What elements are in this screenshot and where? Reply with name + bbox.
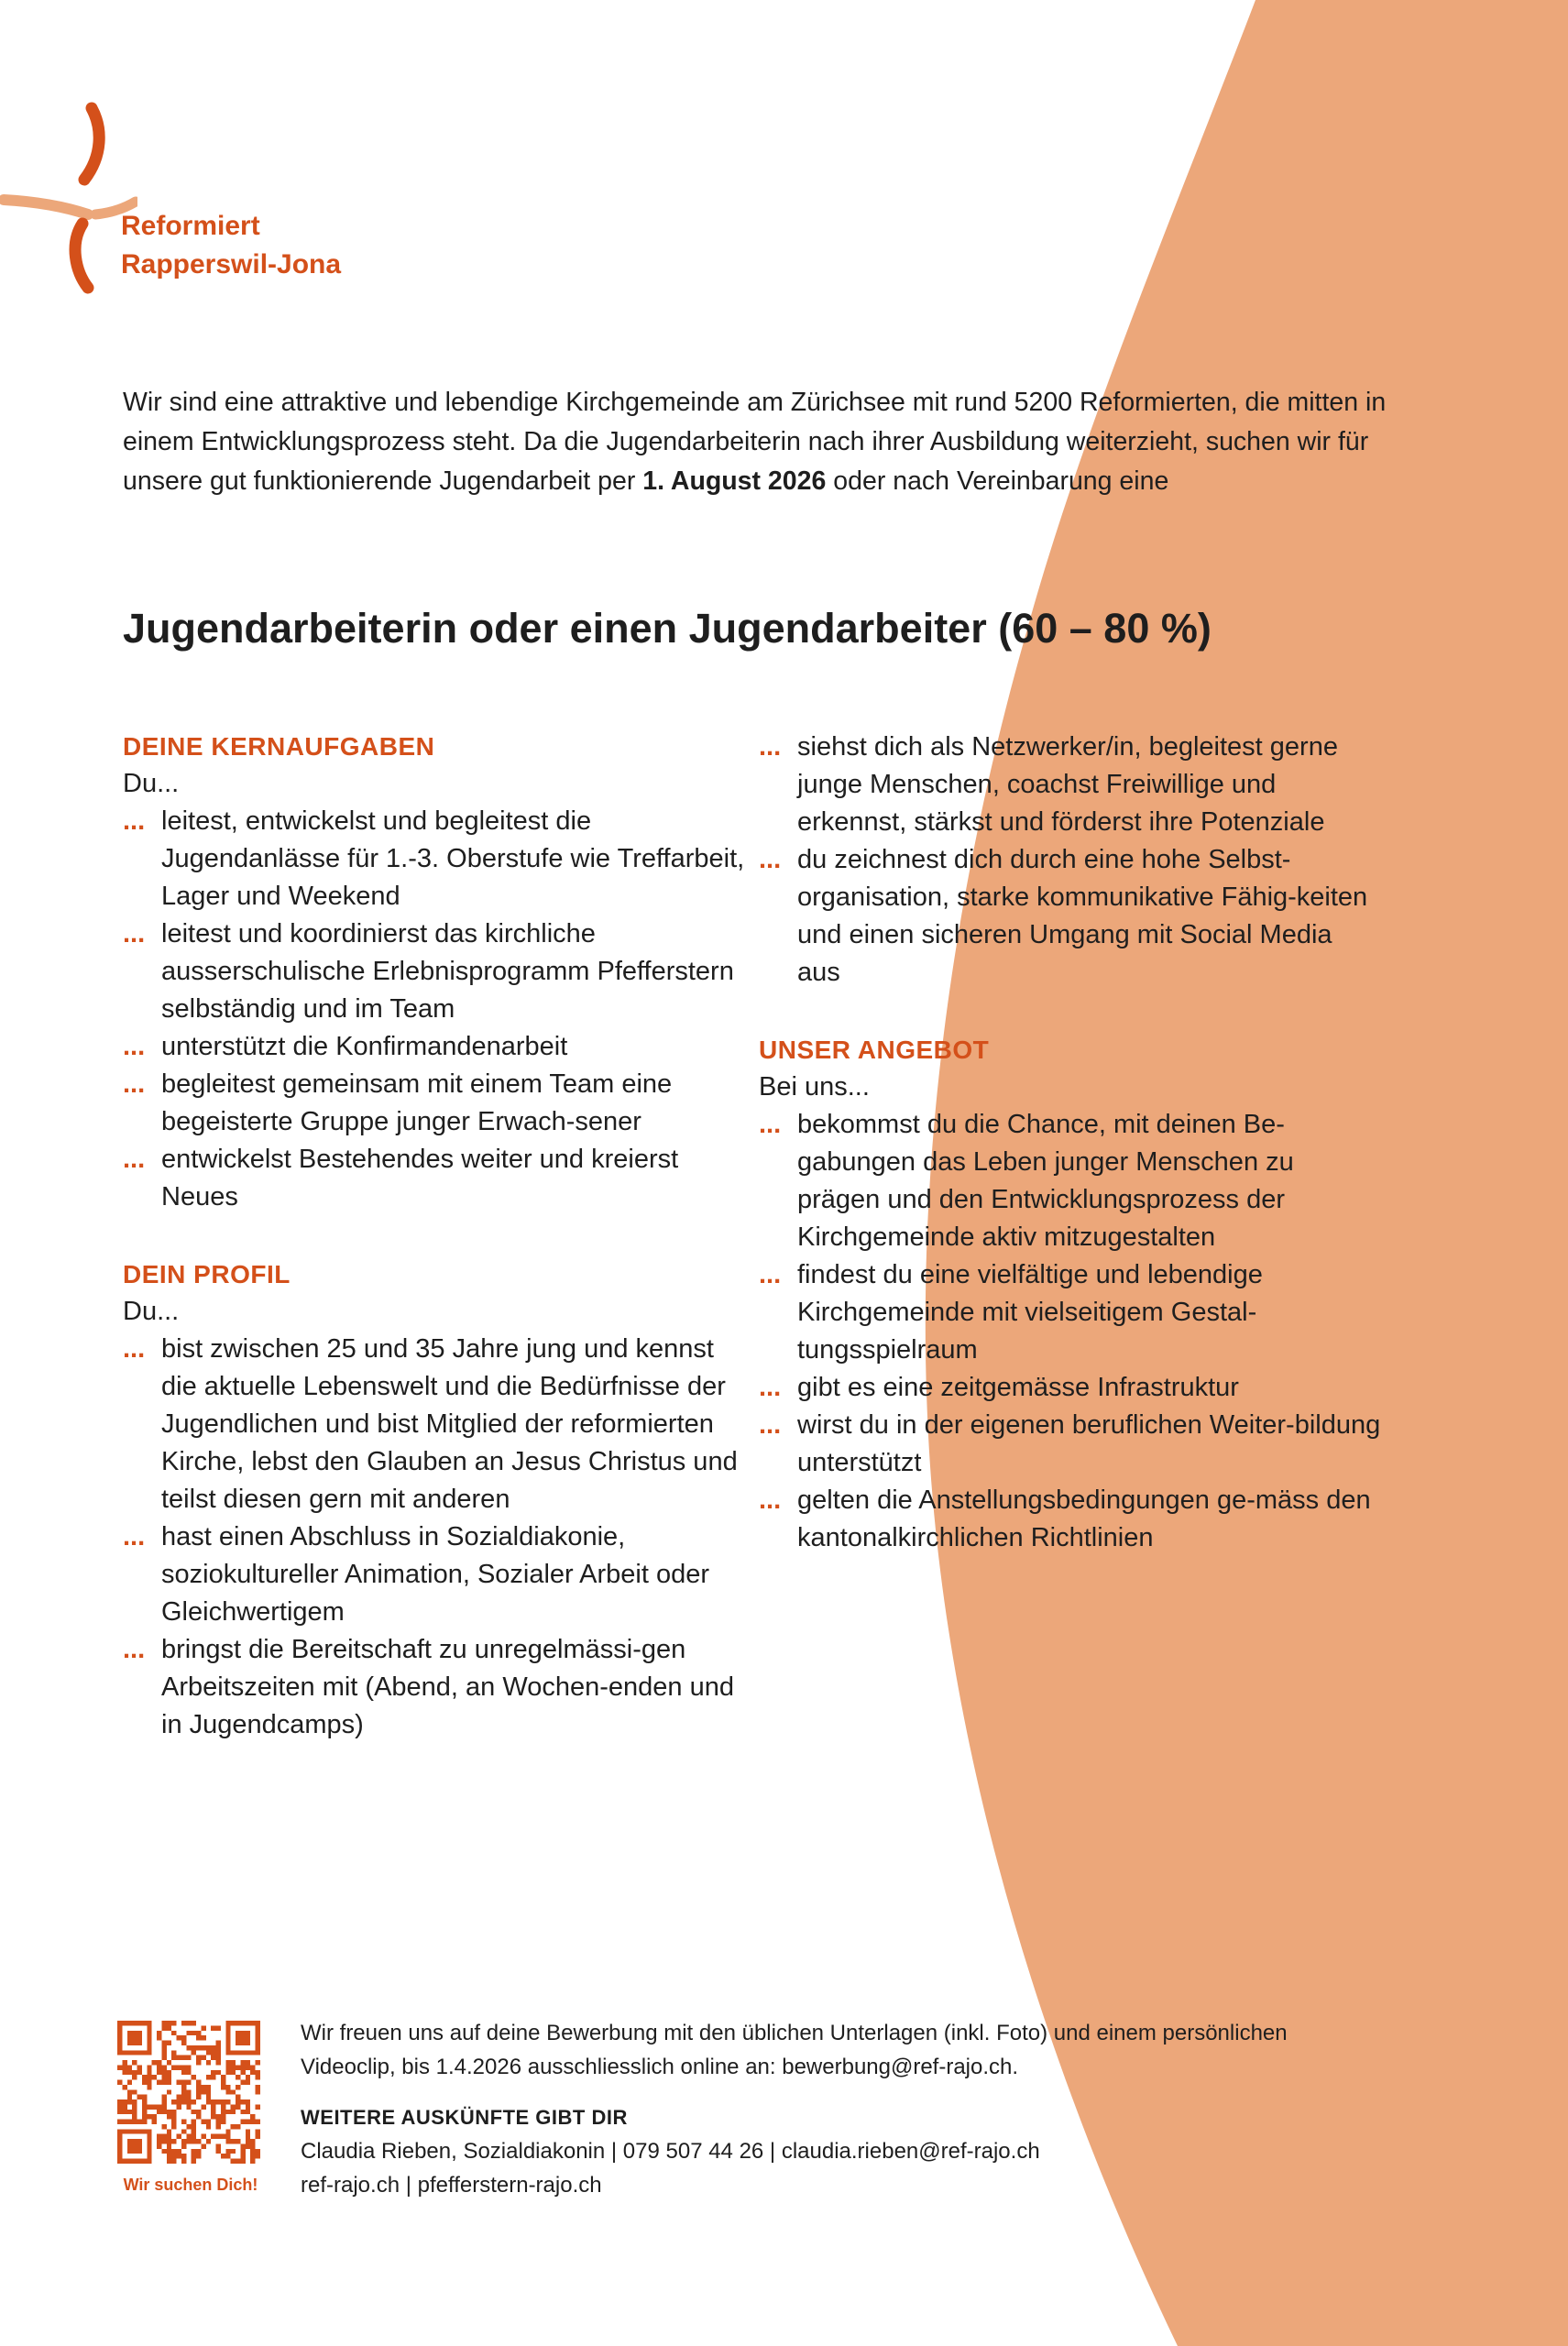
bullet-marker: ... (759, 1410, 782, 1440)
bullet-marker: ... (123, 1145, 146, 1174)
bullet-marker: ... (123, 1635, 146, 1664)
footer-info (301, 2016, 1309, 2202)
cross-flourish-icon (0, 101, 137, 298)
list-item (759, 1256, 1382, 1369)
bullet-marker: ... (123, 1069, 146, 1099)
list-item-text: hast einen Abschluss in Sozialdiakonie, soziokultureller Animation, Sozialer Arbeit oder Gleichwertigem (161, 1522, 710, 1627)
section-intro: Bei uns... (759, 1072, 870, 1102)
bullet-marker: ... (759, 732, 782, 762)
brand-name (121, 207, 341, 284)
list-item (123, 1066, 746, 1141)
list-item-text: findest du eine vielfältige und lebendige Kirchgemeinde mit vielseitigem Gestal-tungsspielraum (797, 1260, 1263, 1365)
qr-caption: Wir suchen Dich! (123, 2176, 258, 2194)
list-item-text: bringst die Bereitschaft zu unregelmässi-gen Arbeitszeiten mit (Abend, an Wochen-enden und in Jugendcamps) (161, 1635, 734, 1739)
start-date: 1. August 2026 (642, 466, 827, 496)
list-item (759, 1482, 1382, 1557)
job-title: Jugendarbeiterin oder einen Jugendarbeiter (60 – 80 %) (123, 605, 1212, 652)
intro-paragraph (123, 383, 1424, 501)
website-links: ref-rajo.ch | pfefferstern-rajo.ch (301, 2173, 602, 2198)
bullet-marker: ... (123, 1522, 146, 1551)
bullet-marker: ... (123, 919, 146, 948)
profil-list-continued (759, 729, 1382, 992)
application-text: Wir freuen uns auf deine Bewerbung mit den üblichen Unterlagen (inkl. Foto) und einem persönlichen Videoclip, bis 1.4.2026 ausschliesslich online an: bewerbung@ref-rajo.ch. (301, 2021, 1288, 2079)
list-item (123, 1028, 746, 1066)
kernaufgaben-list (123, 803, 746, 1216)
list-item-text: gibt es eine zeitgemässe Infrastruktur (797, 1373, 1239, 1402)
bullet-marker: ... (759, 845, 782, 874)
intro-text: Wir sind eine attraktive und lebendige Kirchgemeinde am Zürichsee mit rund 5200 Reformierten, die mitten in einem Entwicklungsprozess steht. Da die Jugendarbeiterin nach ihrer Ausbildung weiterzieht, suchen wir für unsere gut funktionierende Jugendarbeit per (123, 388, 1387, 496)
bullet-marker: ... (759, 1485, 782, 1515)
section-title-kernaufgaben: DEINE KERNAUFGABEN (123, 732, 435, 761)
bullet-marker: ... (759, 1110, 782, 1139)
list-item-text: entwickelst Bestehendes weiter und kreierst Neues (161, 1145, 679, 1211)
profil-list (123, 1331, 746, 1744)
list-item (123, 803, 746, 915)
left-column (123, 729, 746, 1744)
list-item (123, 1331, 746, 1518)
list-item (123, 1631, 746, 1744)
bullet-marker: ... (123, 806, 146, 836)
list-item-text: du zeichnest dich durch eine hohe Selbst-organisation, starke kommunikative Fähig-keiten und einen sicheren Umgang mit Social Media aus (797, 845, 1368, 987)
list-item-text: unterstützt die Konfirmandenarbeit (161, 1032, 568, 1061)
contact-title: WEITERE AUSKÜNFTE GIBT DIR (301, 2106, 628, 2129)
intro-text-end: oder nach Vereinbarung eine (833, 466, 1169, 496)
list-item (123, 915, 746, 1028)
right-column (759, 729, 1382, 1557)
brand-name-line2: Rapperswil-Jona (121, 249, 342, 280)
bullet-marker: ... (123, 1334, 146, 1364)
list-item (123, 1141, 746, 1216)
list-item-text: wirst du in der eigenen beruflichen Weiter-bildung unterstützt (797, 1410, 1381, 1477)
list-item-text: begleitest gemeinsam mit einem Team eine begeisterte Gruppe junger Erwach-sener (161, 1069, 673, 1136)
list-item-text: bekommst du die Chance, mit deinen Be-gabungen das Leben junger Menschen zu prägen und den Entwicklungsprozess der Kirchgemeinde aktiv mitzugestalten (797, 1110, 1294, 1252)
section-intro: Du... (123, 1297, 180, 1326)
list-item-text: siehst dich als Netzwerker/in, begleitest gerne junge Menschen, coachst Freiwillige und erkennst, stärkst und förderst ihre Potenziale (797, 732, 1338, 837)
list-item-text: gelten die Anstellungsbedingungen ge-mäss den kantonalkirchlichen Richtlinien (797, 1485, 1371, 1552)
contact-line: Claudia Rieben, Sozialdiakonin | 079 507 44 26 | claudia.rieben@ref-rajo.ch (301, 2139, 1040, 2164)
angebot-list (759, 1106, 1382, 1557)
list-item (123, 1518, 746, 1631)
list-item-text: leitest, entwickelst und begleitest die Jugendanlässe für 1.-3. Oberstufe wie Treffarbeit, Lager und Weekend (161, 806, 745, 911)
list-item (759, 729, 1382, 841)
bullet-marker: ... (123, 1032, 146, 1061)
qr-code[interactable] (117, 2021, 260, 2164)
list-item (759, 841, 1382, 992)
bullet-marker: ... (759, 1373, 782, 1402)
list-item (759, 1106, 1382, 1256)
section-title-angebot: UNSER ANGEBOT (759, 1036, 990, 1064)
section-title-profil: DEIN PROFIL (123, 1260, 291, 1288)
section-intro: Du... (123, 769, 180, 798)
bullet-marker: ... (759, 1260, 782, 1289)
list-item (759, 1407, 1382, 1482)
list-item (759, 1369, 1382, 1407)
brand-name-line1: Reformiert (121, 211, 260, 241)
list-item-text: leitest und koordinierst das kirchliche ausserschulische Erlebnisprogramm Pfefferstern selbständig und im Team (161, 919, 734, 1024)
list-item-text: bist zwischen 25 und 35 Jahre jung und kennst die aktuelle Lebenswelt und die Bedürfnisse der Jugendlichen und bist Mitglied der reformierten Kirche, lebst den Glauben an Jesus Christus und teilst diesen gern mit anderen (161, 1334, 738, 1514)
